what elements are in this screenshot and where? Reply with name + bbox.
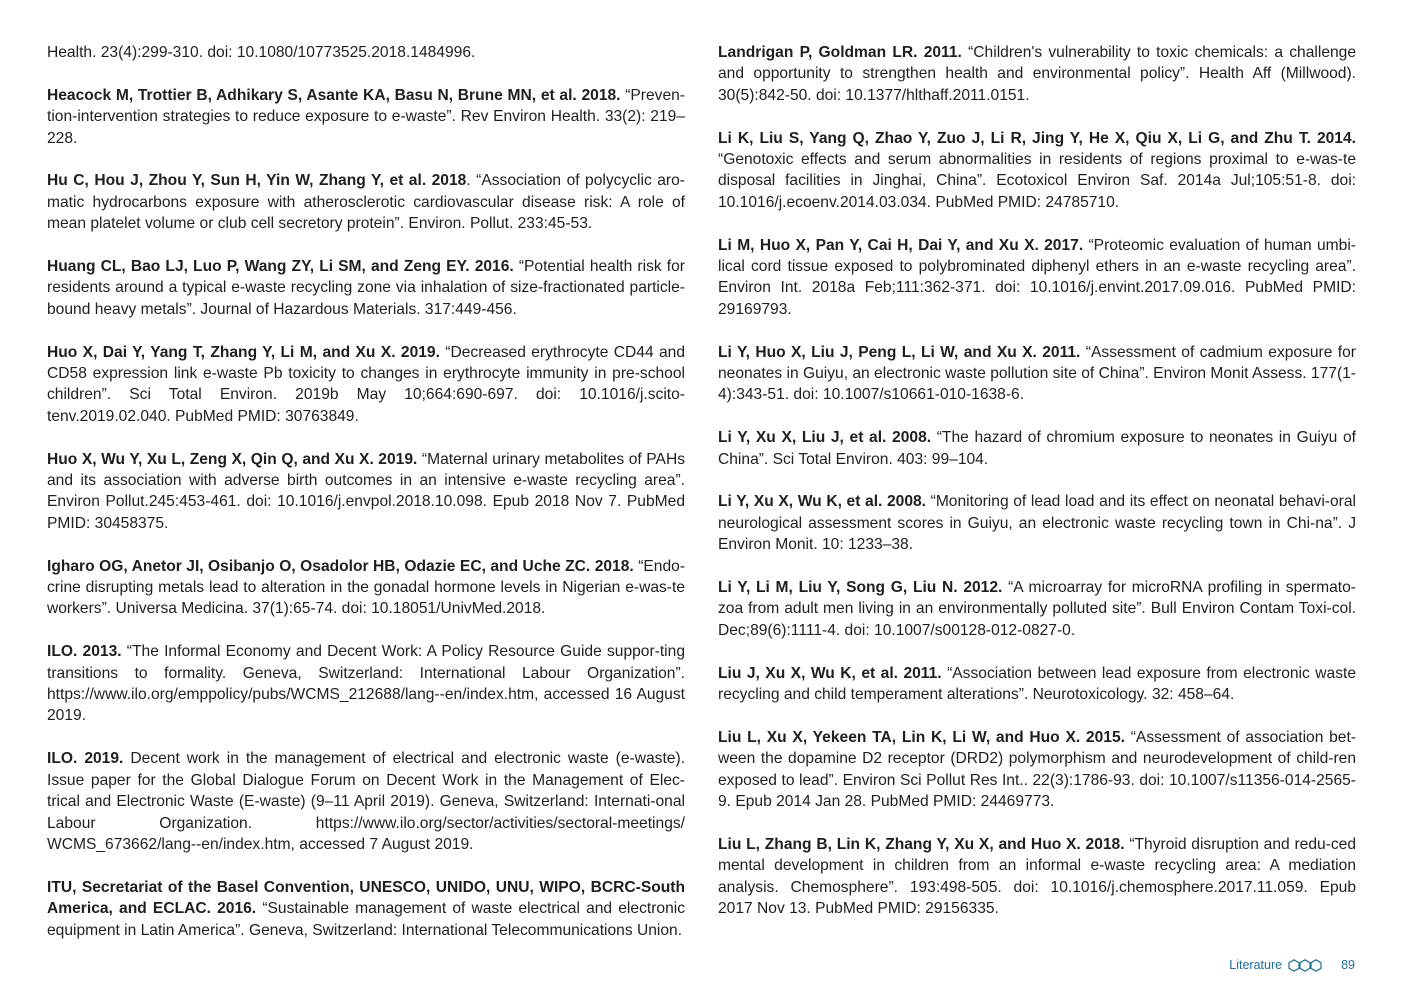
reference-authors: Igharo OG, Anetor JI, Osibanjo O, Osadolor HB, Odazie EC, and Uche ZC. 2018. (47, 557, 634, 575)
reference-entry (718, 491, 1356, 555)
reference-details: “A microarray for microRNA profiling in spermato-zoa from adult men living in an environmentally polluted site”. Bull Environ Contam Toxi-col. Dec;89(6):1111-4. doi: 10.1007/s00128-012-0827-0. (718, 579, 1356, 639)
reference-details: “Thyroid disruption and redu-ced mental development in children from an informal e-waste recycling area: A mediation analysis. Chemosphere”. 193:498-505. doi: 10.1016/j.chemosphere.2017.11.059. Epub 2017 Nov 13. PubMed PMID: 29156335. (718, 835, 1356, 918)
reference-authors: Heacock M, Trottier B, Adhikary S, Asante KA, Basu N, Brune MN, et al. 2018. (47, 86, 621, 104)
reference-entry (47, 449, 685, 535)
section-label: Literature (1229, 958, 1283, 972)
reference-entry (718, 834, 1356, 920)
reference-authors: ILO. 2019. (47, 750, 124, 768)
reference-details: “Sustainable management of waste electrical and electronic equipment in Latin America”. Geneva, Switzerland: International Telecommunications Union. (47, 900, 686, 939)
reference-authors: Li Y, Xu X, Liu J, et al. 2008. (718, 429, 932, 447)
reference-details: “Maternal urinary metabolites of PAHs and its association with adverse birth outcomes in an intensive e-waste recycling area”. Environ Pollut.245:453-461. doi: 10.1016/j.envpol.2018.10.098. Epub 2018 Nov 7. PubMed PMID: 30458375. (47, 450, 686, 532)
reference-details: Decent work in the management of electrical and electronic waste (e-waste). Issue paper for the Global Dialogue Forum on Decent Work in the Management of Elec-trical and Electronic Waste (E-waste) (9–11 April 2019). Geneva, Switzerland: Internati-onal Labour Organization. https://www.ilo.org/sector/activities/sectoral-meetings/ WCMS_673662/lang--en/index.htm, accessed 7 August 2019. (47, 750, 685, 853)
reference-entry (718, 577, 1356, 641)
reference-entry (47, 256, 685, 320)
reference-entry (47, 556, 685, 620)
reference-details: “Proteomic evaluation of human umbi-lical cord tissue exposed to polybrominated diphenyl ethers in an e-waste recycling area”. Environ Int. 2018a Feb;111:362-371. doi: 10.1016/j.envint.2017.09.016. PubMed PMID: 29169793. (718, 236, 1356, 318)
reference-authors: Li M, Huo X, Pan Y, Cai H, Dai Y, and Xu X. 2017. (718, 236, 1084, 254)
reference-details: “Assessment of cadmium exposure for neonates in Guiyu, an electronic waste pollution site of China”. Environ Monit Assess. 177(1-4):343-51. doi: 10.1007/s10661-010-1638-6. (718, 343, 1356, 404)
reference-details: “Potential health risk for residents around a typical e-waste recycling zone via inhalation of size-fractionated particle-bound heavy metals”. Journal of Hazardous Materials. 317:449-456. (47, 258, 685, 318)
reference-entry (47, 170, 685, 234)
reference-authors: Liu L, Zhang B, Lin K, Zhang Y, Xu X, and Huo X. 2018. (718, 835, 1125, 853)
reference-entry (718, 128, 1356, 214)
reference-authors: ILO. 2013. (47, 643, 122, 661)
reference-authors: Li Y, Li M, Liu Y, Song G, Liu N. 2012. (718, 579, 1003, 597)
reference-authors: Li Y, Huo X, Liu J, Peng L, Li W, and Xu X. 2011. (718, 343, 1081, 361)
reference-entry (47, 748, 685, 855)
page-number: 89 (1341, 958, 1355, 972)
reference-details: “Assessment of association bet-ween the dopamine D2 receptor (DRD2) polymorphism and neurodevelopment of child-ren exposed to lead”. Environ Sci Pollut Res Int.. 22(3):1786-93. doi: 10.1007/s11356-014-2565-9. Epub 2014 Jan 28. PubMed PMID: 24469773. (718, 728, 1356, 811)
reference-authors: ITU, Secretariat of the Basel Convention, UNESCO, UNIDO, UNU, WIPO, BCRC-South America, and ECLAC. 2016. (47, 878, 685, 918)
reference-details: “Monitoring of lead load and its effect on neonatal behavi-oral neurological assessment scores in Guiyu, an electronic waste recycling town in Chi-na”. J Environ Monit. 10: 1233–38. (718, 493, 1356, 554)
reference-details: “Genotoxic effects and serum abnormalities in residents of regions proximal to e-was-te disposal facilities in Jinghai, China”. Ecotoxicol Environ Saf. 2014a Jul;105:51-8. doi: 10.1016/j.ecoenv.2014.03.034. PubMed PMID: 24785710. (718, 151, 1356, 211)
reference-authors: Liu J, Xu X, Wu K, et al. 2011. (718, 664, 942, 682)
reference-details: “Association between lead exposure from electronic waste recycling and child temperament alterations”. Neurotoxicology. 32: 458–64. (718, 664, 1356, 704)
reference-authors: Landrigan P, Goldman LR. 2011. (718, 44, 962, 61)
reference-details: Health. 23(4):299-310. doi: 10.1080/10773525.2018.1484996. (47, 44, 476, 61)
reference-details: “Preven-tion-intervention strategies to reduce exposure to e-waste”. Rev Environ Health. 33(2): 219–228. (47, 86, 685, 147)
reference-authors: Hu C, Hou J, Zhou Y, Sun H, Yin W, Zhang Y, et al. 2018 (47, 172, 467, 190)
reference-entry (718, 427, 1356, 470)
reference-entry (47, 641, 685, 727)
reference-entry (718, 235, 1356, 321)
references-right-column (718, 42, 1356, 941)
reference-entry (718, 727, 1356, 813)
reference-authors: Liu L, Xu X, Yekeen TA, Lin K, Li W, and Huo X. 2015. (718, 728, 1125, 746)
reference-details: “Children's vulnerability to toxic chemicals: a challenge and opportunity to strengthen health and environmental policy”. Health Aff (Millwood). 30(5):842-50. doi: 10.1377/hlthaff.2011.0151. (718, 44, 1357, 104)
reference-entry (47, 342, 685, 428)
three-hexagons-icon (1288, 959, 1321, 972)
reference-authors: Huang CL, Bao LJ, Luo P, Wang ZY, Li SM, and Zeng EY. 2016. (47, 258, 514, 276)
reference-details: “The Informal Economy and Decent Work: A Policy Resource Guide suppor-ting transitions to formality. Geneva, Switzerland: International Labour Organization”. https://www.ilo.org/emppolicy/pubs/WCMS_212688/lang--en/index.htm, accessed 16 August 2019. (47, 643, 685, 725)
reference-authors: Li Y, Xu X, Wu K, et al. 2008. (718, 493, 926, 511)
reference-entry (718, 342, 1356, 406)
references-left-column (47, 42, 685, 962)
reference-details: “Endo-crine disrupting metals lead to alteration in the gonadal hormone levels in Nigerian e-was-te workers”. Universa Medicina. 37(1):65-74. doi: 10.18051/UnivMed.2018. (47, 557, 686, 618)
reference-details: . “Association of polycyclic aro-matic hydrocarbons exposure with atherosclerotic cardiovascular disease risk: A role of mean platelet volume or club cell secretory protein”. Environ. Pollut. 233:45-53. (47, 172, 685, 233)
reference-authors: Li K, Liu S, Yang Q, Zhao Y, Zuo J, Li R, Jing Y, He X, Qiu X, Li G, and Zhu T. 2014. (718, 129, 1356, 147)
reference-entry (718, 42, 1356, 106)
reference-entry (718, 663, 1356, 706)
reference-authors: Huo X, Dai Y, Yang T, Zhang Y, Li M, and Xu X. 2019. (47, 343, 440, 361)
reference-entry (47, 42, 685, 63)
reference-details: “Decreased erythrocyte CD44 and CD58 expression link e-waste Pb toxicity to changes in erythrocyte immunity in pre-school children”. Sci Total Environ. 2019b May 10;664:690-697. doi: 10.1016/j.scito-tenv.2019.02.040. PubMed PMID: 30763849. (47, 343, 686, 425)
page-footer (1229, 956, 1355, 974)
reference-authors: Huo X, Wu Y, Xu L, Zeng X, Qin Q, and Xu X. 2019. (47, 450, 418, 468)
reference-entry (47, 85, 685, 149)
reference-entry (47, 877, 685, 941)
reference-details: “The hazard of chromium exposure to neonates in Guiyu of China”. Sci Total Environ. 403: 99–104. (718, 429, 1356, 468)
